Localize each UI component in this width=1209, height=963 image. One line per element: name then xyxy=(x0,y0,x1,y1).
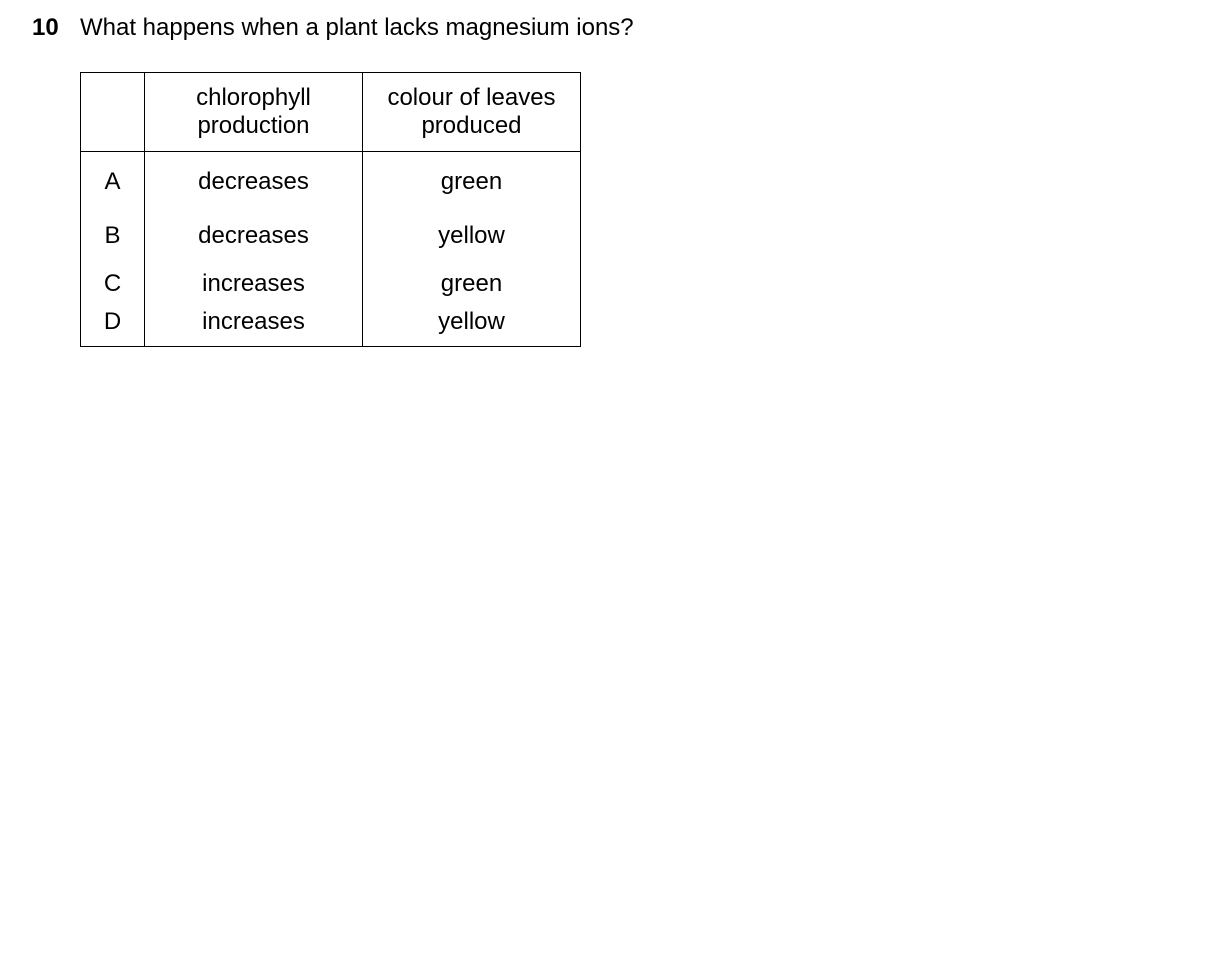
option-colour: yellow xyxy=(363,308,581,347)
question-number: 10 xyxy=(32,14,59,41)
option-chlorophyll: decreases xyxy=(145,152,363,213)
table-row xyxy=(81,308,581,347)
header-chlorophyll-line1: chlorophyll xyxy=(196,84,311,111)
option-colour: yellow xyxy=(363,212,581,260)
option-letter: C xyxy=(81,260,145,308)
table-row xyxy=(81,260,581,308)
option-colour: green xyxy=(363,260,581,308)
header-colour xyxy=(363,73,581,152)
header-letter xyxy=(81,73,145,152)
option-colour: green xyxy=(363,152,581,213)
option-chlorophyll: decreases xyxy=(145,212,363,260)
option-letter: A xyxy=(81,152,145,213)
header-chlorophyll xyxy=(145,73,363,152)
table-header-row xyxy=(81,73,581,152)
header-colour-line2: produced xyxy=(421,112,522,139)
question-text: What happens when a plant lacks magnesium ions? xyxy=(80,14,634,41)
option-chlorophyll: increases xyxy=(145,308,363,347)
header-colour-line1: colour of leaves xyxy=(387,84,556,111)
option-chlorophyll: increases xyxy=(145,260,363,308)
table-row xyxy=(81,152,581,213)
option-letter: D xyxy=(81,308,145,347)
table-row xyxy=(81,212,581,260)
option-letter: B xyxy=(81,212,145,260)
answer-table xyxy=(80,72,581,347)
header-chlorophyll-line2: production xyxy=(197,112,310,139)
question xyxy=(32,14,634,42)
